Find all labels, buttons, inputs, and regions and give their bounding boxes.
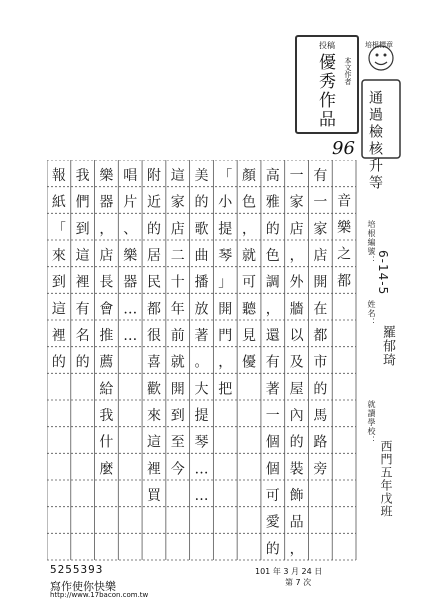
title-char: 音: [337, 193, 352, 210]
essay-char: 雅: [265, 194, 280, 211]
essay-char: 推: [99, 328, 114, 344]
essay-char: 一: [289, 168, 304, 184]
essay-char: 、: [123, 221, 138, 238]
essay-char: 及: [289, 354, 304, 371]
essay-char: 紙: [51, 194, 66, 211]
essay-char: 就: [170, 354, 185, 371]
essay-char: 到: [170, 408, 185, 424]
essay-char: 聽: [242, 301, 257, 318]
essay-char: 的: [146, 221, 161, 238]
essay-char: 喜: [146, 354, 161, 371]
essay-char: 市: [313, 354, 328, 371]
essay-char: 給: [99, 381, 114, 398]
essay-char: 播: [194, 274, 209, 291]
essay-char: 二: [170, 248, 185, 264]
essay-char: 的: [313, 381, 328, 398]
essay-char: 一: [265, 408, 280, 424]
essay-char: 什: [99, 434, 114, 451]
essay-char: ，: [99, 221, 114, 238]
name-value: 羅郁琦: [380, 325, 395, 367]
essay-char: 這: [146, 434, 161, 451]
essay-char: 提: [194, 408, 209, 424]
essay-char: 飾: [289, 488, 304, 504]
essay-char: 個: [265, 434, 280, 451]
essay-char: 有: [265, 354, 280, 371]
essay-char: 器: [99, 194, 114, 211]
essay-char: 開: [218, 301, 233, 318]
essay-char: ，: [218, 354, 233, 371]
essay-char: 著: [265, 381, 280, 398]
badge-text: 通過檢核升等: [367, 90, 383, 192]
essay-char: 有: [75, 301, 90, 318]
essay-char: 在: [313, 301, 328, 318]
footer-url: http://www.17bacon.com.tw: [50, 591, 149, 599]
title-char: 樂: [337, 220, 352, 236]
essay-char: 買: [146, 488, 161, 504]
essay-char: 的: [51, 354, 66, 371]
essay-char: 裡: [51, 328, 66, 344]
essay-char: 。: [194, 354, 209, 371]
score: 96: [332, 138, 355, 159]
essay-char: 片: [123, 194, 138, 211]
essay-char: 小: [218, 194, 233, 211]
essay-char: 裡: [75, 274, 90, 291]
essay-char: 愛: [265, 514, 280, 531]
essay-char: 色: [265, 248, 280, 264]
essay-char: 樂: [123, 248, 138, 264]
essay-char: 來: [146, 408, 161, 424]
date-label: 101 年 3 月 24 日: [255, 567, 323, 576]
essay-char: 很: [146, 328, 161, 344]
essay-char: 還: [265, 328, 280, 344]
essay-char: 琴: [194, 434, 209, 451]
writing-grid: [47, 160, 358, 561]
essay-char: 這: [170, 168, 185, 184]
essay-char: 調: [265, 274, 280, 291]
essay-char: …: [194, 461, 209, 478]
essay-char: 近: [146, 194, 161, 211]
essay-char: 著: [194, 328, 209, 344]
essay-char: 「: [51, 221, 66, 238]
essay-char: 店: [289, 221, 304, 238]
essay-char: 色: [242, 194, 257, 211]
essay-char: 顏: [242, 168, 257, 184]
essay-char: 的: [75, 354, 90, 371]
essay-char: 名: [75, 328, 90, 344]
essay-char: 來: [51, 248, 66, 264]
essay-char: 今: [170, 461, 185, 478]
name-label: 姓名：: [367, 300, 376, 327]
essay-char: 馬: [313, 408, 328, 424]
essay-char: 到: [51, 274, 66, 291]
essay-char: 家: [289, 194, 304, 211]
essay-char: 把: [218, 381, 233, 398]
essay-char: 麼: [99, 461, 114, 478]
essay-char: 到: [75, 221, 90, 238]
essay-char: 琴: [218, 248, 233, 264]
essay-char: 報: [51, 168, 66, 184]
essay-char: 可: [265, 488, 280, 504]
essay-char: …: [194, 488, 209, 504]
essay-char: ，: [265, 301, 280, 318]
essay-char: 民: [146, 274, 161, 291]
footer-title: 寫作使你快樂: [50, 580, 116, 593]
essay-char: 十: [170, 274, 185, 291]
excellent-work-stamp: [295, 35, 359, 134]
essay-char: ，: [289, 541, 304, 558]
essay-char: 年: [170, 301, 185, 318]
essay-char: 門: [218, 328, 233, 344]
essay-char: 器: [123, 274, 138, 291]
badge-logo-label: 培根標章: [365, 41, 393, 49]
essay-char: 我: [75, 168, 90, 184]
essay-char: 曲: [194, 248, 209, 264]
essay-char: 都: [146, 301, 161, 318]
essay-char: 牆: [289, 301, 304, 318]
essay-char: 內: [289, 408, 304, 424]
page-count-label: 第 7 次: [285, 578, 312, 587]
essay-char: 會: [99, 301, 114, 318]
essay-char: 都: [313, 328, 328, 344]
essay-char: 外: [289, 274, 304, 291]
essay-char: 們: [75, 194, 90, 211]
essay-char: 附: [146, 168, 161, 184]
stamp-side-label: 本文作者: [344, 57, 352, 85]
essay-char: 品: [289, 514, 304, 531]
essay-char: 見: [242, 328, 257, 344]
essay-char: 樂: [99, 168, 114, 184]
essay-char: 我: [99, 408, 114, 424]
title-char: 之: [337, 246, 352, 263]
barcode-number: 5255393: [50, 563, 104, 576]
essay-char: 居: [146, 248, 161, 264]
essay-char: 這: [75, 248, 90, 264]
essay-char: 可: [242, 274, 257, 291]
id-label: 培根編號：: [367, 220, 376, 265]
essay-char: 至: [170, 434, 185, 451]
essay-char: 家: [313, 221, 328, 238]
stamp-top-label: 投稿: [319, 41, 335, 50]
essay-char: 路: [313, 434, 328, 451]
essay-char: 店: [99, 248, 114, 264]
essay-char: 開: [170, 381, 185, 398]
essay-char: 的: [265, 541, 280, 558]
essay-char: 屋: [289, 381, 304, 398]
essay-char: 歡: [146, 381, 161, 398]
essay-char: 」: [218, 274, 233, 291]
essay-char: 店: [170, 221, 185, 238]
school-value: 西門五年戊班: [379, 440, 393, 518]
essay-char: 有: [313, 168, 328, 184]
essay-char: 店: [313, 248, 328, 264]
essay-char: 高: [265, 168, 280, 184]
essay-char: 旁: [313, 461, 328, 478]
essay-char: 提: [218, 221, 233, 238]
school-label: 就讀學校：: [367, 400, 376, 445]
essay-char: 前: [170, 328, 185, 344]
essay-char: 家: [170, 194, 185, 211]
essay-char: 的: [289, 434, 304, 451]
essay-char: 歌: [194, 221, 209, 238]
essay-char: 唱: [123, 168, 138, 184]
essay-char: 的: [265, 221, 280, 238]
essay-char: 裡: [146, 461, 161, 478]
stamp-title: 優秀作品: [315, 53, 335, 129]
essay-char: 的: [194, 194, 209, 211]
essay-char: 長: [99, 274, 114, 291]
essay-char: 「: [218, 168, 233, 184]
essay-char: 放: [194, 301, 209, 318]
essay-char: 就: [242, 248, 257, 264]
essay-char: 優: [242, 354, 257, 371]
id-value: 6-14-5: [376, 250, 390, 296]
essay-char: 一: [313, 194, 328, 211]
essay-char: 裝: [289, 461, 304, 478]
title-char: 都: [337, 273, 352, 290]
essay-char: …: [123, 301, 138, 318]
essay-char: …: [123, 328, 138, 344]
essay-char: 以: [289, 328, 304, 344]
essay-char: 大: [194, 381, 209, 398]
essay-char: ，: [289, 248, 304, 264]
essay-char: 個: [265, 461, 280, 478]
essay-char: 開: [313, 274, 328, 291]
essay-char: ，: [242, 221, 257, 238]
essay-char: 這: [51, 301, 66, 318]
essay-char: 美: [194, 168, 209, 184]
essay-char: 薦: [99, 354, 114, 371]
